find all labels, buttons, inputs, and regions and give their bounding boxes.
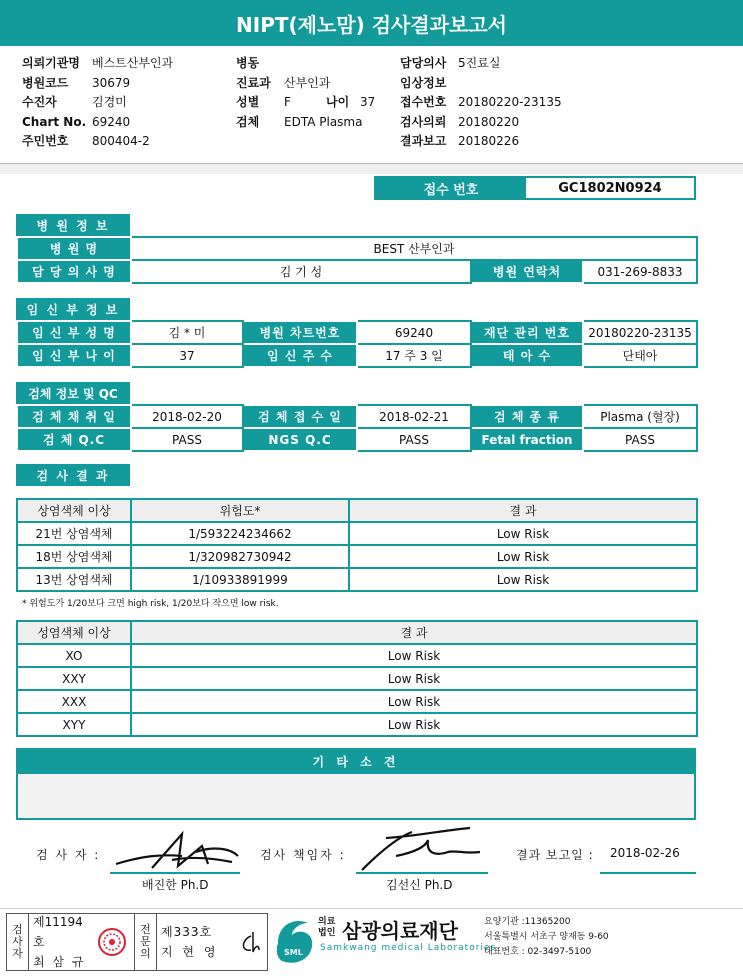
org-info	[484, 915, 609, 960]
hospital-contact-label: 병원 연락처	[471, 260, 583, 283]
specialist-signature	[237, 914, 265, 970]
org-code: 요양기관 :11365200	[484, 917, 571, 927]
mother-name-value: 김 * 미	[131, 321, 243, 344]
hospital-contact-value: 031-269-8833	[583, 260, 697, 283]
fetus-count-label: 태 아 수	[471, 344, 583, 367]
patient-value: 김경미	[92, 95, 127, 109]
tester-license	[29, 914, 89, 970]
manager-sign-line	[356, 872, 488, 874]
specialist-vertical-label	[135, 914, 157, 970]
manager-label: 검사 책임자 :	[260, 848, 346, 862]
age-value: 37	[360, 95, 376, 109]
sex-label: 성별	[236, 95, 260, 109]
table-row	[17, 644, 697, 667]
table-row	[17, 568, 697, 591]
org-name: 삼광의료재단	[342, 919, 458, 943]
receipt-number-label: 접수 번호	[376, 178, 526, 198]
risk-value: 1/593224234662	[131, 522, 349, 545]
chromosome-name: 13번 상염색체	[17, 568, 131, 591]
hospital-value: 베스트산부인과	[92, 56, 174, 70]
vertical-char: 의	[140, 947, 151, 960]
specialist-license-no: 제333호	[161, 925, 213, 939]
org-english-name: Samkwang medical Laboratories	[320, 943, 497, 953]
receipt-date-label: 검 체 접 수 일	[243, 405, 357, 428]
tester-vertical-label	[7, 914, 29, 970]
doctor-label: 담당의사	[400, 56, 447, 70]
sex-chromosome-header: 성염색체 이상	[17, 621, 131, 644]
specimen-label: 검체	[236, 114, 260, 129]
chart-number-value: 69240	[357, 321, 471, 344]
header-column-1	[22, 54, 173, 152]
table-row	[17, 690, 697, 713]
doctor-value: 5진료실	[458, 56, 501, 70]
gestation-week-value: 17 주 3 일	[357, 344, 471, 367]
org-prefix	[318, 917, 335, 939]
chart-no-value: 69240	[92, 114, 131, 129]
karyotype: XO	[17, 644, 131, 667]
vertical-char: 검	[12, 923, 23, 936]
hospital-code-label: 병원코드	[22, 75, 69, 90]
mother-info-table	[16, 320, 698, 368]
seal	[89, 914, 135, 970]
specimen-info-tab: 검체 정보 및 QC	[16, 382, 130, 404]
department-label: 진료과	[236, 75, 271, 90]
hospital-code-value: 30679	[92, 75, 131, 90]
report-date-label: 결과보고	[400, 134, 447, 148]
table-row	[17, 667, 697, 690]
receipt-no-label: 접수번호	[400, 95, 447, 109]
table-row	[17, 713, 697, 736]
age-label: 나이	[326, 95, 350, 109]
management-number-label: 재단 관리 번호	[471, 321, 583, 344]
report-title: NIPT(제노맘) 검사결과보고서	[0, 0, 743, 46]
vertical-char: 사	[12, 935, 23, 948]
chart-number-label: 병원 차트번호	[243, 321, 357, 344]
header-column-3	[400, 54, 562, 152]
risk-value: 1/10933891999	[131, 568, 349, 591]
mother-info-tab: 임 신 부 정 보	[16, 298, 130, 320]
result-value: Low Risk	[131, 644, 697, 667]
org-phone: 대표번호 : 02-3497-5100	[484, 947, 592, 957]
ward-label: 병동	[236, 56, 260, 70]
tester-license-name: 최 삼 규	[33, 955, 86, 969]
patient-label: 수진자	[22, 95, 57, 109]
manager-signature	[356, 826, 486, 874]
doctor-name-value: 김 기 성	[131, 260, 471, 283]
signature-area	[0, 826, 743, 906]
report-date-sign-value: 2018-02-26	[610, 846, 680, 860]
resident-no-label: 주민번호	[22, 134, 69, 148]
request-date-label: 검사의뢰	[400, 114, 447, 129]
tester-signature	[112, 826, 242, 874]
risk-footnote: * 위험도가 1/20보다 크면 high risk, 1/20보다 작으면 low risk.	[22, 599, 279, 609]
org-prefix-line: 법인	[318, 928, 336, 938]
org-address: 서울특별시 서초구 양재동 9-60	[484, 932, 609, 942]
tester-sign-line	[110, 872, 240, 874]
specimen-type-value: Plasma (혈장)	[583, 405, 697, 428]
ngs-qc-value: PASS	[357, 428, 471, 451]
seal-icon	[97, 927, 127, 957]
ngs-qc-label: NGS Q.C	[243, 428, 357, 451]
karyotype: XXX	[17, 690, 131, 713]
vertical-char: 전	[140, 923, 151, 936]
autosome-header: 상염색체 이상	[17, 499, 131, 522]
report-date-value: 20180226	[458, 134, 520, 148]
collection-date-label: 검 체 채 취 일	[17, 405, 131, 428]
collection-date-value: 2018-02-20	[131, 405, 243, 428]
specimen-qc-value: PASS	[131, 428, 243, 451]
karyotype: XXY	[17, 667, 131, 690]
specimen-type-label: 검 체 종 류	[471, 405, 583, 428]
result-header: 결 과	[349, 499, 697, 522]
sex-value: F	[284, 95, 291, 109]
receipt-no-value: 20180220-23135	[458, 95, 562, 109]
risk-value: 1/320982730942	[131, 545, 349, 568]
fetal-fraction-label: Fetal fraction	[471, 428, 583, 451]
hospital-info-table	[16, 236, 698, 284]
receipt-date-value: 2018-02-21	[357, 405, 471, 428]
department-value: 산부인과	[284, 75, 331, 90]
vertical-char: 자	[12, 947, 23, 960]
sex-result-header: 결 과	[131, 621, 697, 644]
gestation-week-label: 임 신 주 수	[243, 344, 357, 367]
fetal-fraction-value: PASS	[583, 428, 697, 451]
clinical-info-label: 임상정보	[400, 75, 447, 90]
result-value: Low Risk	[349, 522, 697, 545]
receipt-number-value: GC1802N0924	[558, 180, 662, 196]
other-findings-body	[16, 774, 696, 820]
risk-header: 위험도*	[131, 499, 349, 522]
mother-age-value: 37	[131, 344, 243, 367]
specialist-license-name: 지 현 영	[161, 945, 219, 959]
manager-name: 김선신 Ph.D	[386, 878, 453, 892]
receipt-number-box	[374, 176, 696, 200]
mother-age-label: 임 신 부 나 이	[17, 344, 131, 367]
specimen-info-table	[16, 404, 698, 452]
other-findings-header: 기 타 소 견	[16, 748, 696, 774]
results-tab: 검 사 결 과	[16, 464, 130, 486]
request-date-value: 20180220	[458, 114, 520, 129]
report-date-line	[600, 872, 696, 874]
hospital-label: 의뢰기관명	[22, 56, 80, 70]
result-value: Low Risk	[131, 690, 697, 713]
header-column-2	[236, 54, 375, 132]
sml-logo-text: SML	[284, 948, 303, 957]
mother-name-label: 임 신 부 성 명	[17, 321, 131, 344]
result-value: Low Risk	[349, 545, 697, 568]
footer	[0, 908, 743, 976]
result-value: Low Risk	[131, 713, 697, 736]
specimen-qc-label: 검 체 Q.C	[17, 428, 131, 451]
autosome-results-table	[16, 498, 698, 592]
sex-chromosome-table	[16, 620, 698, 737]
tester-license-no: 제11194호	[33, 915, 83, 949]
table-row	[17, 545, 697, 568]
tester-name: 배진한 Ph.D	[142, 878, 209, 892]
patient-header	[0, 46, 743, 164]
report-date-sign-label: 결과 보고일 :	[516, 848, 594, 862]
hospital-name-label: 병 원 명	[17, 237, 131, 260]
karyotype: XYY	[17, 713, 131, 736]
tester-label: 검 사 자 :	[36, 848, 101, 862]
sml-logo-icon	[272, 915, 316, 969]
org-prefix-line: 의료	[318, 917, 336, 927]
result-value: Low Risk	[131, 667, 697, 690]
chromosome-name: 18번 상염색체	[17, 545, 131, 568]
management-number-value: 20180220-23135	[583, 321, 697, 344]
hospital-name-value: BEST 산부인과	[131, 237, 697, 260]
result-value: Low Risk	[349, 568, 697, 591]
doctor-name-label: 담 당 의 사 명	[17, 260, 131, 283]
specimen-value: EDTA Plasma	[284, 114, 363, 129]
divider-band	[0, 164, 743, 174]
chromosome-name: 21번 상염색체	[17, 522, 131, 545]
vertical-char: 문	[140, 935, 151, 948]
fetus-count-value: 단태아	[583, 344, 697, 367]
resident-no-value: 800404-2	[92, 134, 150, 148]
license-box	[6, 913, 268, 971]
table-row	[17, 522, 697, 545]
hospital-info-tab: 병 원 정 보	[16, 214, 130, 236]
specialist-license	[157, 914, 237, 970]
chart-no-label: Chart No.	[22, 114, 87, 129]
